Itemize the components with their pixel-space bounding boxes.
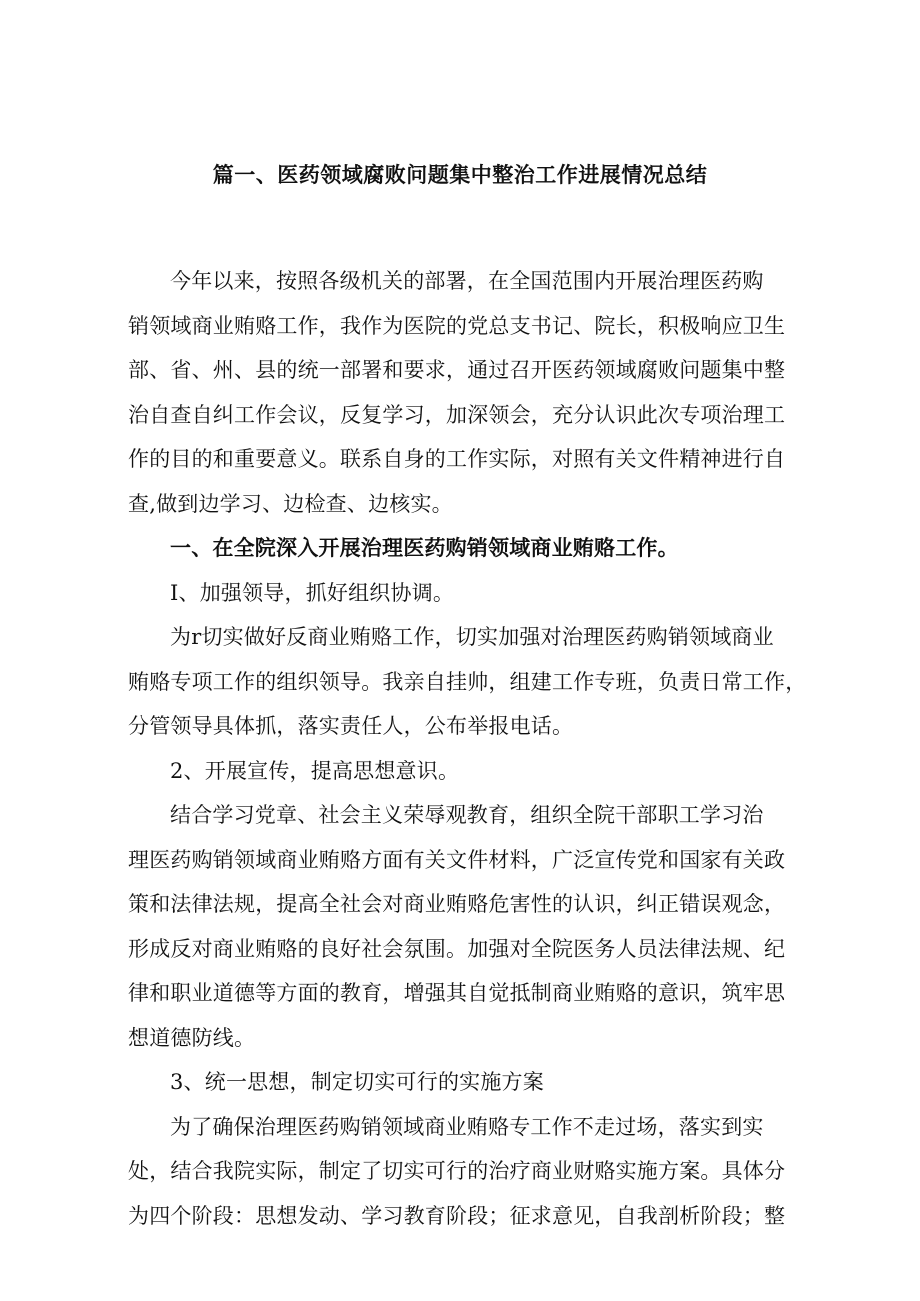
paragraph-line: 部、省、州、县的统一部署和要求，通过召开医药领域腐败问题集中整 xyxy=(128,358,786,382)
paragraph-line: 结合学习党章、社会主义荣辱观教育，组织全院干部职工学习治 xyxy=(170,803,764,827)
paragraph-line: 查,做到边学习、边检查、边核实。 xyxy=(128,491,453,516)
heading-line: 一、在全院深入开展治理医药购销领域商业贿赂工作。 xyxy=(170,536,679,560)
paragraph-line: 形成反对商业贿赂的良好社会氛围。加强对全院医务人员法律法规、纪 xyxy=(128,936,786,961)
subheading-3 xyxy=(128,1060,796,1105)
document-title: 篇一、医药领域腐败问题集中整治工作进展情况总结 xyxy=(212,163,708,187)
paragraph-line: 为四个阶段：思想发动、学习教育阶段；征求意见，自我剖析阶段；整 xyxy=(128,1203,786,1228)
paragraph-line: 治自查自纠工作会议，反复学习，加深领会，充分认识此次专项治理工 xyxy=(128,402,786,427)
document-body xyxy=(128,259,807,1238)
subheading-line: 3、统一思想，制定切实可行的实施方案 xyxy=(170,1070,544,1094)
paragraph-line: 贿赂专项工作的组织领导。我亲自挂帅，组建工作专班，负责日常工作， xyxy=(128,669,807,694)
paragraph-intro xyxy=(128,259,796,526)
paragraph-line: 为r切实做好反商业贿赂工作，切实加强对治理医药购销领域商业 xyxy=(170,625,774,649)
paragraph-line: 律和职业道德等方面的教育，增强其自觉抵制商业贿赂的意识，筑牢思 xyxy=(128,981,786,1005)
subheading-1 xyxy=(128,571,796,616)
paragraph-publicity xyxy=(128,793,796,1060)
paragraph-line: 想道德防线。 xyxy=(128,1025,256,1050)
paragraph-line: 分管领导具体抓，落实责任人，公布举报电话。 xyxy=(128,714,574,738)
paragraph-line: 作的目的和重要意义。联系自身的工作实际，对照有关文件精神进行自 xyxy=(128,447,786,471)
paragraph-line: 策和法律法规，提高全社会对商业贿赂危害性的认识，纠正错误观念， xyxy=(128,892,786,916)
paragraph-leadership xyxy=(128,615,807,749)
paragraph-plan xyxy=(128,1105,796,1239)
paragraph-line: 理医药购销领域商业贿赂方面有关文件材料，广泛宣传党和国家有关政 xyxy=(128,847,786,872)
subheading-2 xyxy=(128,749,796,794)
paragraph-line: 为了确保治理医药购销领域商业贿赂专工作不走过场，落实到实 xyxy=(170,1114,764,1139)
subheading-line: I、加强领导，抓好组织协调。 xyxy=(170,580,455,605)
subheading-line: 2、开展宣传，提高思想意识。 xyxy=(170,758,460,783)
section-heading xyxy=(128,526,796,571)
paragraph-line: 销领域商业贿赂工作，我作为医院的党总支书记、院长，积极响应卫生 xyxy=(128,313,786,338)
paragraph-line: 处，结合我院实际，制定了切实可行的治疗商业财赂实施方案。具体分 xyxy=(128,1159,786,1183)
paragraph-line: 今年以来，按照各级机关的部署，在全国范围内开展治理医药购 xyxy=(170,269,764,293)
